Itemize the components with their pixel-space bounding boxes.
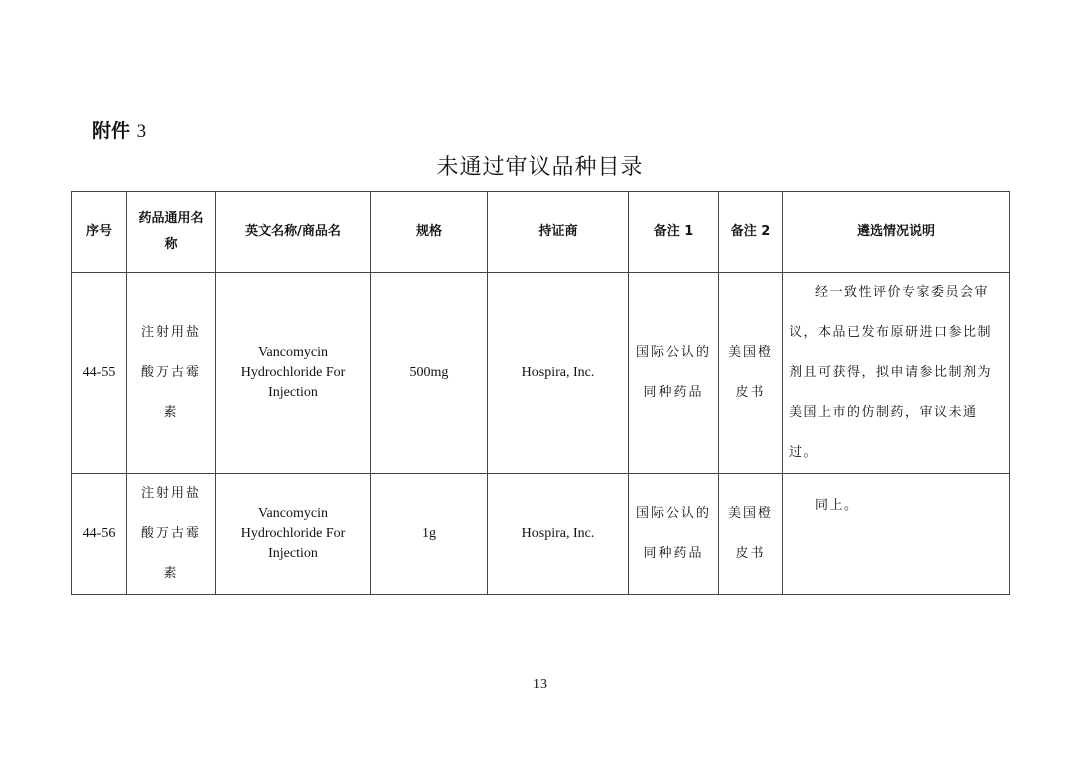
- cell-no: 44-56: [72, 474, 127, 595]
- header-no: 序号: [72, 192, 127, 273]
- cell-generic-name: 注射用盐酸万古霉素: [127, 474, 216, 595]
- cell-spec: 1g: [371, 474, 488, 595]
- table-header-row: [72, 192, 1010, 273]
- header-remark1: 备注 1: [629, 192, 719, 273]
- cell-holder: Hospira, Inc.: [488, 474, 629, 595]
- cell-description: 同上。: [783, 474, 1010, 595]
- page-number: 13: [533, 677, 547, 692]
- cell-english-name: Vancomycin Hydrochloride For Injection: [216, 273, 371, 474]
- cell-remark2: 美国橙皮书: [719, 474, 783, 595]
- cell-remark1: 国际公认的同种药品: [629, 474, 719, 595]
- cell-remark2: 美国橙皮书: [719, 273, 783, 474]
- attachment-number: 3: [136, 121, 147, 142]
- cell-no: 44-55: [72, 273, 127, 474]
- header-description: 遴选情况说明: [783, 192, 1010, 273]
- cell-holder: Hospira, Inc.: [488, 273, 629, 474]
- table-row: [72, 474, 1010, 595]
- header-holder: 持证商: [488, 192, 629, 273]
- cell-spec: 500mg: [371, 273, 488, 474]
- header-generic-name: 药品通用名称: [127, 192, 216, 273]
- attachment-text: 附件: [92, 120, 131, 142]
- cell-generic-name: 注射用盐酸万古霉素: [127, 273, 216, 474]
- cell-description: 经一致性评价专家委员会审议，本品已发布原研进口参比制剂且可获得，拟申请参比制剂为美国上市的仿制药，审议未通过。: [783, 273, 1010, 474]
- header-spec: 规格: [371, 192, 488, 273]
- attachment-label: [92, 116, 146, 143]
- cell-english-name: Vancomycin Hydrochloride For Injection: [216, 474, 371, 595]
- header-english-name: 英文名称/商品名: [216, 192, 371, 273]
- catalog-table: [71, 191, 1010, 595]
- page-title: 未通过审议品种目录: [436, 155, 644, 180]
- cell-remark1: 国际公认的同种药品: [629, 273, 719, 474]
- table-row: [72, 273, 1010, 474]
- header-remark2: 备注 2: [719, 192, 783, 273]
